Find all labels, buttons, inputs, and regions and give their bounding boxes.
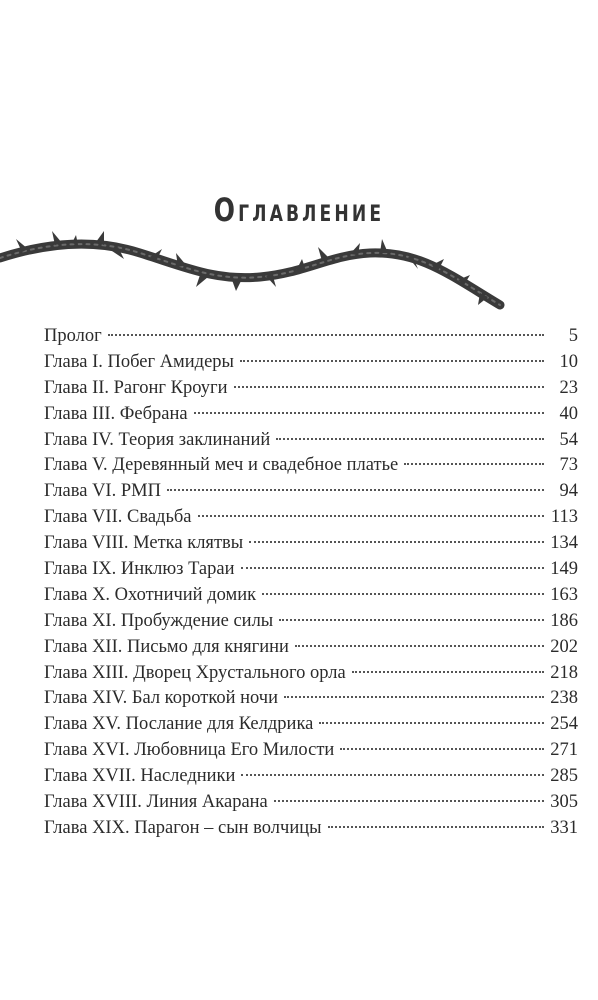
toc-entry-title: Глава V. Деревянный меч и свадебное платье [44, 455, 399, 476]
toc-entry-title: Глава VI. РМП [44, 481, 161, 502]
dot-leader [249, 541, 544, 543]
toc-entry-title: Глава XIX. Парагон – сын волчицы [44, 817, 322, 838]
toc-entry-page-number: 254 [550, 714, 578, 735]
toc-entry-page-number: 134 [550, 533, 578, 554]
dot-leader [328, 826, 544, 828]
dot-leader [234, 386, 544, 388]
table-of-contents [44, 324, 578, 842]
toc-entry[interactable] [44, 324, 578, 350]
dot-leader [274, 800, 544, 802]
dot-leader [352, 671, 544, 673]
toc-entry-title: Глава XV. Послание для Келдрика [44, 714, 314, 735]
toc-entry-page-number: 23 [559, 377, 578, 398]
dot-leader [198, 515, 544, 517]
toc-entry[interactable] [44, 661, 578, 687]
toc-entry-page-number: 331 [550, 817, 578, 838]
toc-entry-title: Глава XVIII. Линия Акарана [44, 792, 268, 813]
toc-entry-page-number: 218 [550, 662, 578, 683]
toc-entry-page-number: 40 [559, 403, 578, 424]
toc-entry[interactable] [44, 635, 578, 661]
dot-leader [404, 463, 544, 465]
toc-entry-title: Глава XI. Пробуждение силы [44, 610, 274, 631]
dot-leader [241, 567, 545, 569]
dot-leader [240, 360, 544, 362]
toc-entry[interactable] [44, 738, 578, 764]
dot-leader [340, 748, 544, 750]
toc-entry-title: Глава XIII. Дворец Хрустального орла [44, 662, 346, 683]
toc-entry[interactable] [44, 686, 578, 712]
toc-entry-title: Глава XVI. Любовница Его Милости [44, 740, 335, 761]
toc-entry[interactable] [44, 764, 578, 790]
toc-entry-title: Глава XIV. Бал короткой ночи [44, 688, 279, 709]
dot-leader [319, 722, 544, 724]
toc-entry-title: Глава II. Рагонг Кроуги [44, 377, 228, 398]
toc-entry-title: Глава VIII. Метка клятвы [44, 533, 244, 554]
toc-entry-page-number: 73 [559, 455, 578, 476]
toc-entry[interactable] [44, 505, 578, 531]
dot-leader [279, 619, 544, 621]
toc-entry-page-number: 238 [550, 688, 578, 709]
toc-entry[interactable] [44, 376, 578, 402]
toc-entry-page-number: 54 [559, 429, 578, 450]
toc-entry[interactable] [44, 609, 578, 635]
toc-entry-page-number: 149 [550, 559, 578, 580]
dot-leader [194, 412, 544, 414]
dot-leader [241, 774, 544, 776]
toc-entry-title: Глава IV. Теория заклинаний [44, 429, 271, 450]
dot-leader [108, 334, 544, 336]
dot-leader [167, 489, 544, 491]
toc-entry[interactable] [44, 428, 578, 454]
toc-entry-title: Глава I. Побег Амидеры [44, 351, 234, 372]
toc-entry[interactable] [44, 583, 578, 609]
toc-entry[interactable] [44, 453, 578, 479]
toc-entry-title: Пролог [44, 326, 102, 346]
dot-leader [262, 593, 544, 595]
dot-leader [295, 645, 544, 647]
toc-entry-page-number: 113 [550, 507, 578, 528]
toc-entry[interactable] [44, 479, 578, 505]
dot-leader [284, 696, 544, 698]
toc-entry-page-number: 10 [559, 351, 578, 372]
toc-entry[interactable] [44, 557, 578, 583]
toc-entry-page-number: 271 [550, 740, 578, 761]
toc-entry[interactable] [44, 402, 578, 428]
thorny-vine-icon [0, 225, 598, 325]
dot-leader [276, 438, 544, 440]
toc-entry-page-number: 186 [550, 610, 578, 631]
toc-entry-title: Глава XVII. Наследники [44, 766, 236, 787]
toc-entry-title: Глава VII. Свадьба [44, 507, 192, 528]
toc-entry-title: Глава XII. Письмо для княгини [44, 636, 289, 657]
page-title: Оглавление [213, 191, 385, 230]
toc-entry-page-number: 305 [550, 792, 578, 813]
toc-entry[interactable] [44, 816, 578, 842]
toc-entry-page-number: 94 [559, 481, 578, 502]
toc-entry[interactable] [44, 790, 578, 816]
toc-entry-title: Глава X. Охотничий домик [44, 584, 257, 605]
toc-entry-title: Глава IX. Инклюз Тараи [44, 559, 235, 580]
toc-entry-page-number: 163 [550, 584, 578, 605]
toc-entry[interactable] [44, 712, 578, 738]
toc-entry-page-number: 285 [550, 766, 578, 787]
toc-entry-title: Глава III. Фебрана [44, 403, 188, 424]
toc-entry[interactable] [44, 531, 578, 557]
toc-entry-page-number: 202 [550, 636, 578, 657]
toc-entry-page-number: 5 [568, 326, 578, 346]
toc-entry[interactable] [44, 350, 578, 376]
